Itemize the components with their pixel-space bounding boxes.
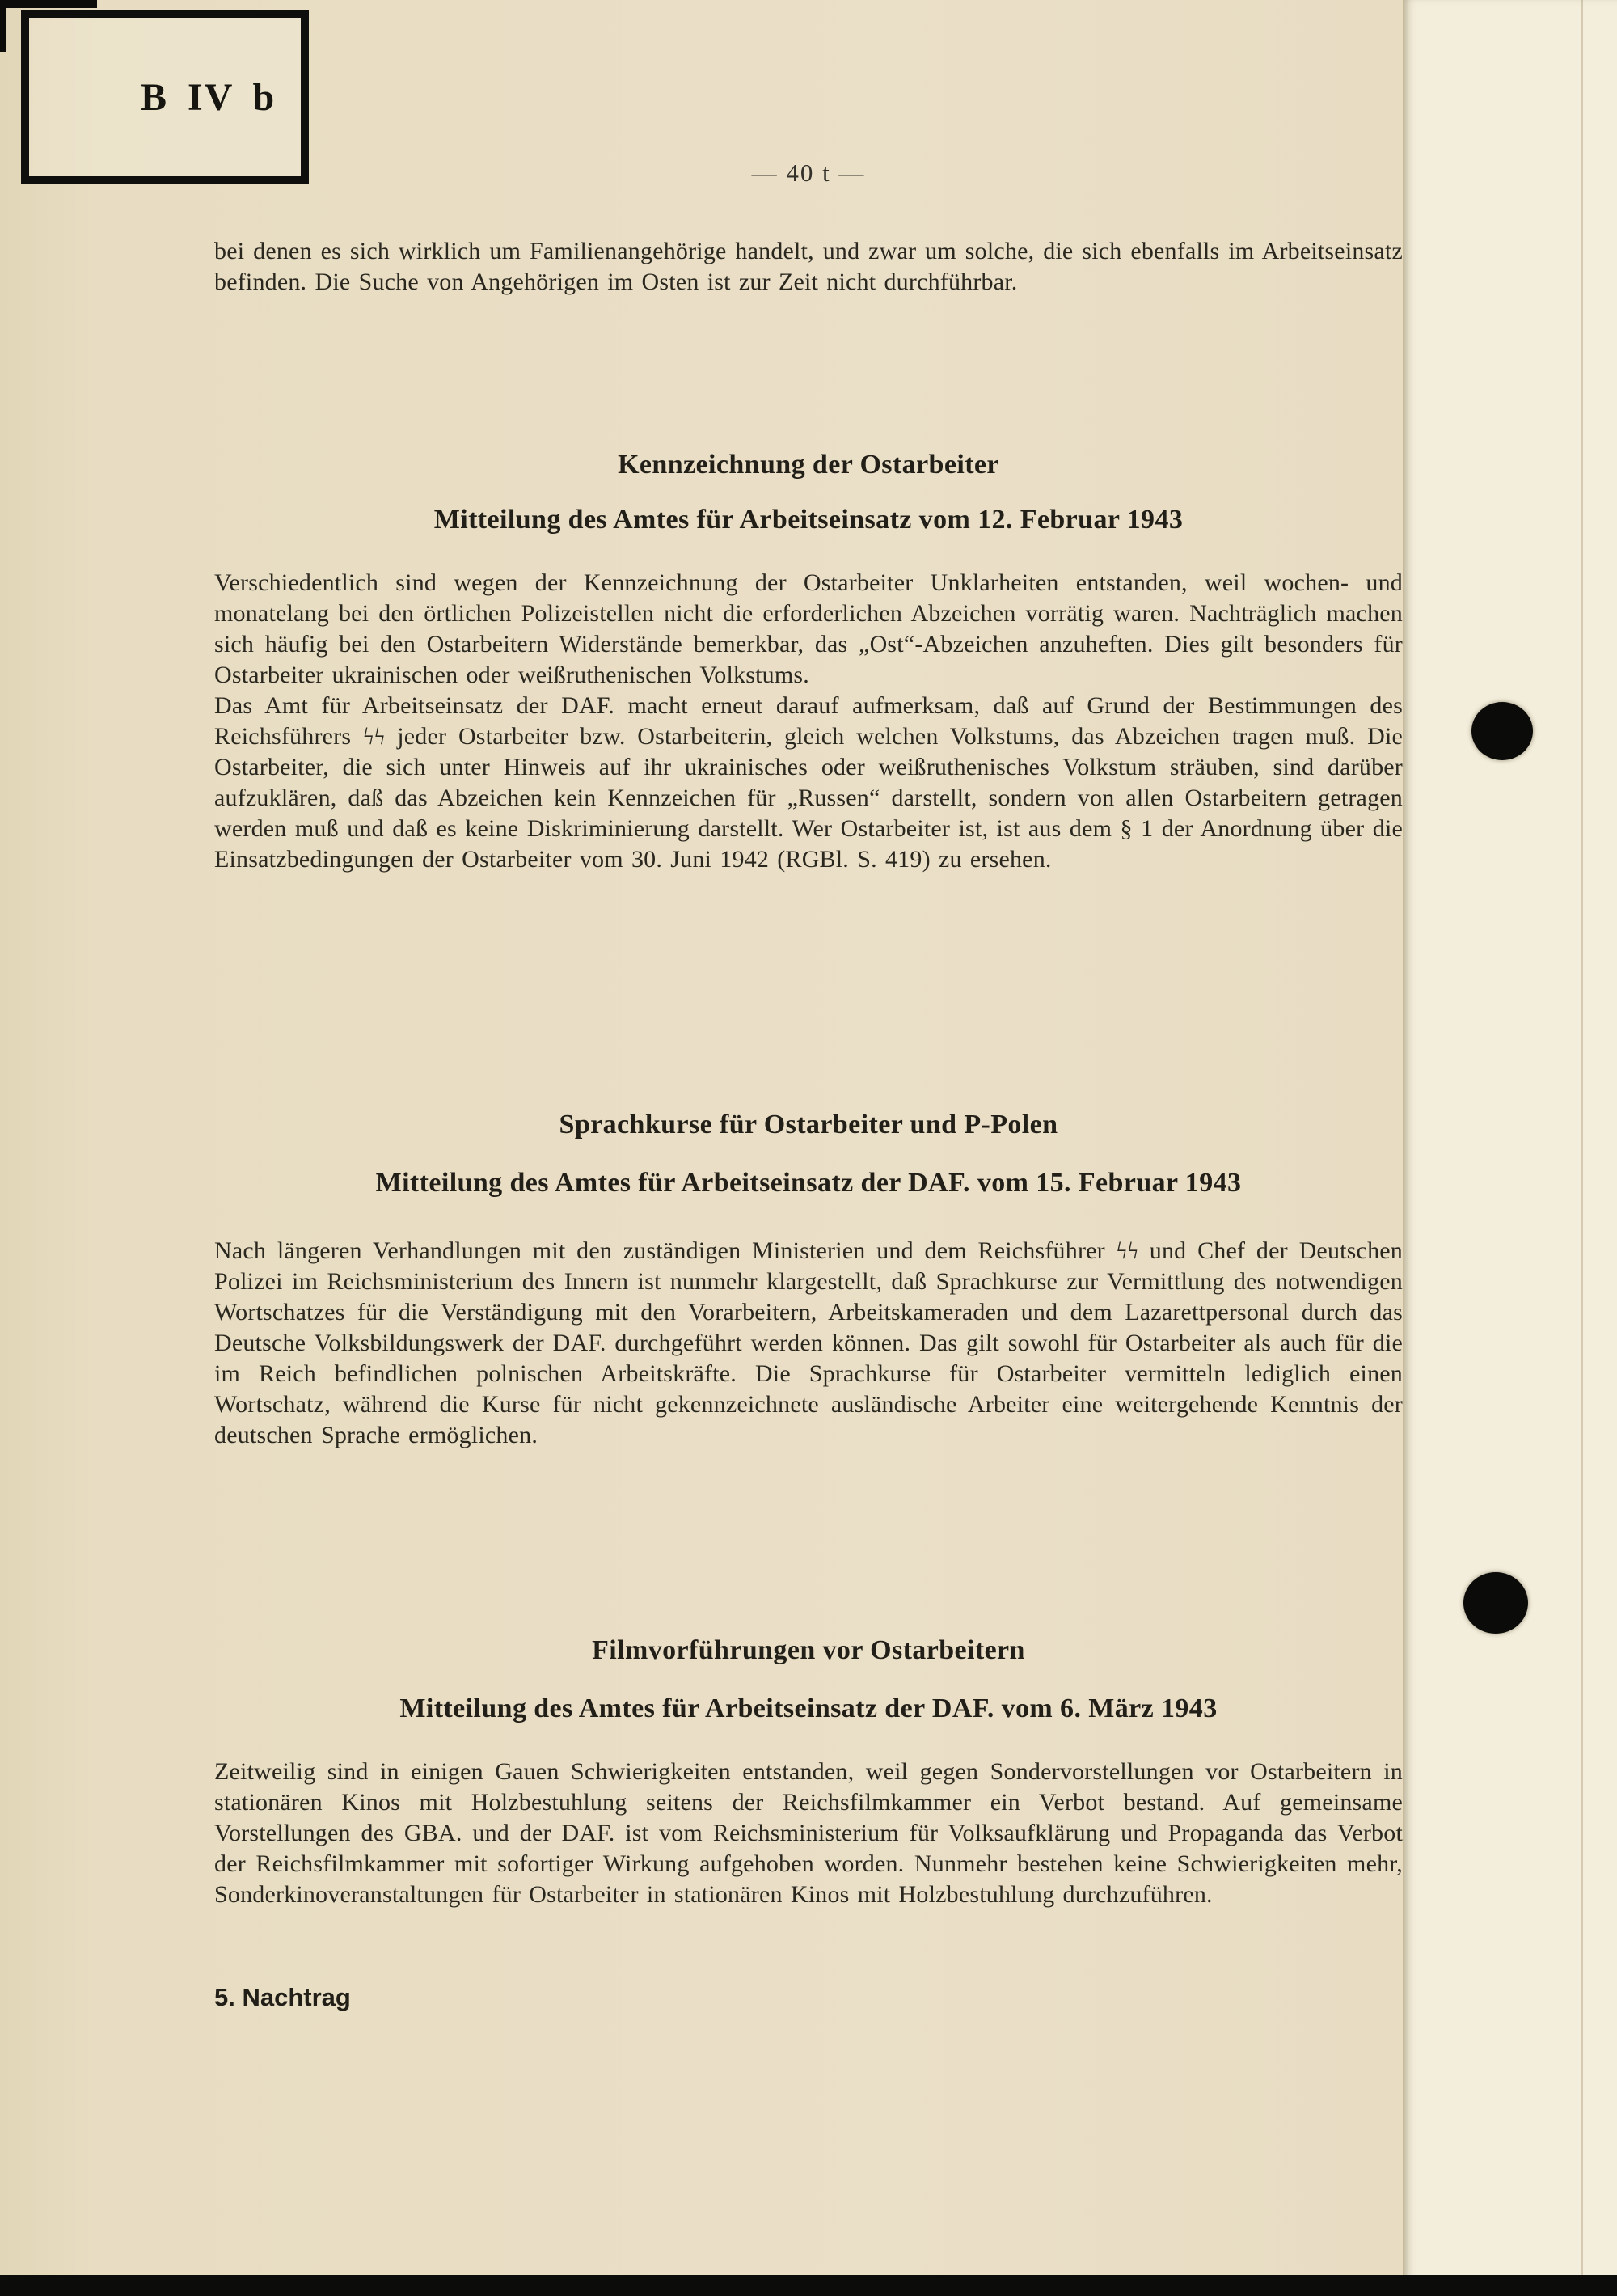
section-1-subtitle: Mitteilung des Amtes für Arbeitseinsatz vom 12. Februar 1943 — [433, 505, 1184, 535]
section-2-body — [214, 1236, 1403, 1451]
scan-edge-top-left — [0, 0, 97, 8]
section-3-subtitle: Mitteilung des Amtes für Arbeitseinsatz der DAF. vom 6. März 1943 — [399, 1693, 1218, 1723]
section-3-title: Filmvorführungen vor Ostarbeitern — [592, 1635, 1025, 1665]
paragraph: Verschiedentlich sind wegen der Kennzeichnung der Ostarbeiter Unklarheiten entstanden, weil wochen- und monatelang bei den örtlichen Polizeistellen nicht die erforderlichen Abzeichen vorrätig waren. Nachträglich machen sich häufig bei den Ostarbeitern Widerstände bemerkbar, das „Ost“-Abzeichen anzuheften. Dies gilt besonders für Ostarbeiter ukrainischen oder weißruthenischen Volkstums. — [214, 569, 1403, 688]
paper-edge-line — [1581, 0, 1583, 2296]
section-1-title: Kennzeichnung der Ostarbeiter — [618, 450, 999, 480]
hole-punch-top — [1471, 702, 1533, 760]
supplement-label: 5. Nachtrag — [214, 1983, 351, 2011]
intro-block — [214, 236, 1403, 298]
page-number: — 40 t — — [751, 159, 866, 187]
intro-paragraph: bei denen es sich wirklich um Familienangehörige handelt, und zwar um solche, die sich ebenfalls im Arbeitseinsatz befinden. Die Suche von Angehörigen im Osten ist zur Zeit nicht durchführbar. — [214, 238, 1403, 295]
paragraph: Das Amt für Arbeitseinsatz der DAF. macht erneut darauf aufmerksam, daß auf Grund der Bestimmungen des Reichsführers ϟϟ jeder Ostarbeiter bzw. Ostarbeiterin, gleich welchen Volkstums, das Abzeichen tragen muß. Die Ostarbeiter, die sich unter Hinweis auf ihr ukrainisches oder weißruthenisches Volkstum sträuben, sind darüber aufzuklären, daß das Abzeichen kein Kennzeichen für „Russen“ darstellt, sondern von allen Ostarbeitern getragen werden muß und daß es keine Diskriminierung darstellt. Wer Ostarbeiter ist, ist aus dem § 1 der Anordnung über die Einsatzbedingungen der Ostarbeiter vom 30. Juni 1942 (RGBl. S. 419) zu ersehen. — [214, 692, 1403, 873]
paper-edge-strip — [1403, 0, 1617, 2296]
section-2-subtitle: Mitteilung des Amtes für Arbeitseinsatz der DAF. vom 15. Februar 1943 — [375, 1168, 1242, 1198]
section-1-body — [214, 568, 1403, 875]
scan-edge-bottom — [0, 2275, 1617, 2296]
paragraph: Zeitweilig sind in einigen Gauen Schwierigkeiten entstanden, weil gegen Sondervorstellungen vor Ostarbeitern in stationären Kinos mit Holzbestuhlung seitens der Reichsfilmkammer ein Verbot bestand. Auf gemeinsame Vorstellungen des GBA. und der DAF. ist vom Reichsministerium für Volksaufklärung und Propaganda das Verbot der Reichsfilmkammer mit sofortiger Wirkung aufgehoben worden. Nunmehr bestehen keine Schwierigkeiten mehr, Sonderkinoveranstaltungen für Ostarbeiter in stationären Kinos mit Holzbestuhlung durchzuführen. — [214, 1758, 1403, 1908]
section-3-body — [214, 1757, 1403, 1910]
scan-edge-left — [0, 0, 6, 52]
classification-label: B IV b — [141, 75, 277, 119]
hole-punch-bottom — [1463, 1572, 1528, 1634]
paragraph: Nach längeren Verhandlungen mit den zuständigen Ministerien und dem Reichsführer ϟϟ und Chef der Deutschen Polizei im Reichsministerium des Innern ist nunmehr klargestellt, daß Sprachkurse zur Vermittlung des notwendigen Wortschatzes für die Verständigung mit den Vorarbeitern, Arbeitskameraden und dem Lazarettpersonal durch das Deutsche Volksbildungswerk der DAF. durchgeführt werden können. Das gilt sowohl für Ostarbeiter als auch für die im Reich befindlichen polnischen Arbeitskräfte. Die Sprachkurse für Ostarbeiter vermitteln lediglich einen Wortschatz, während die Kurse für nicht gekennzeichnete ausländische Arbeiter eine weitergehende Kenntnis der deutschen Sprache ermöglichen. — [214, 1237, 1403, 1448]
section-2-title: Sprachkurse für Ostarbeiter und P-Polen — [559, 1110, 1058, 1140]
